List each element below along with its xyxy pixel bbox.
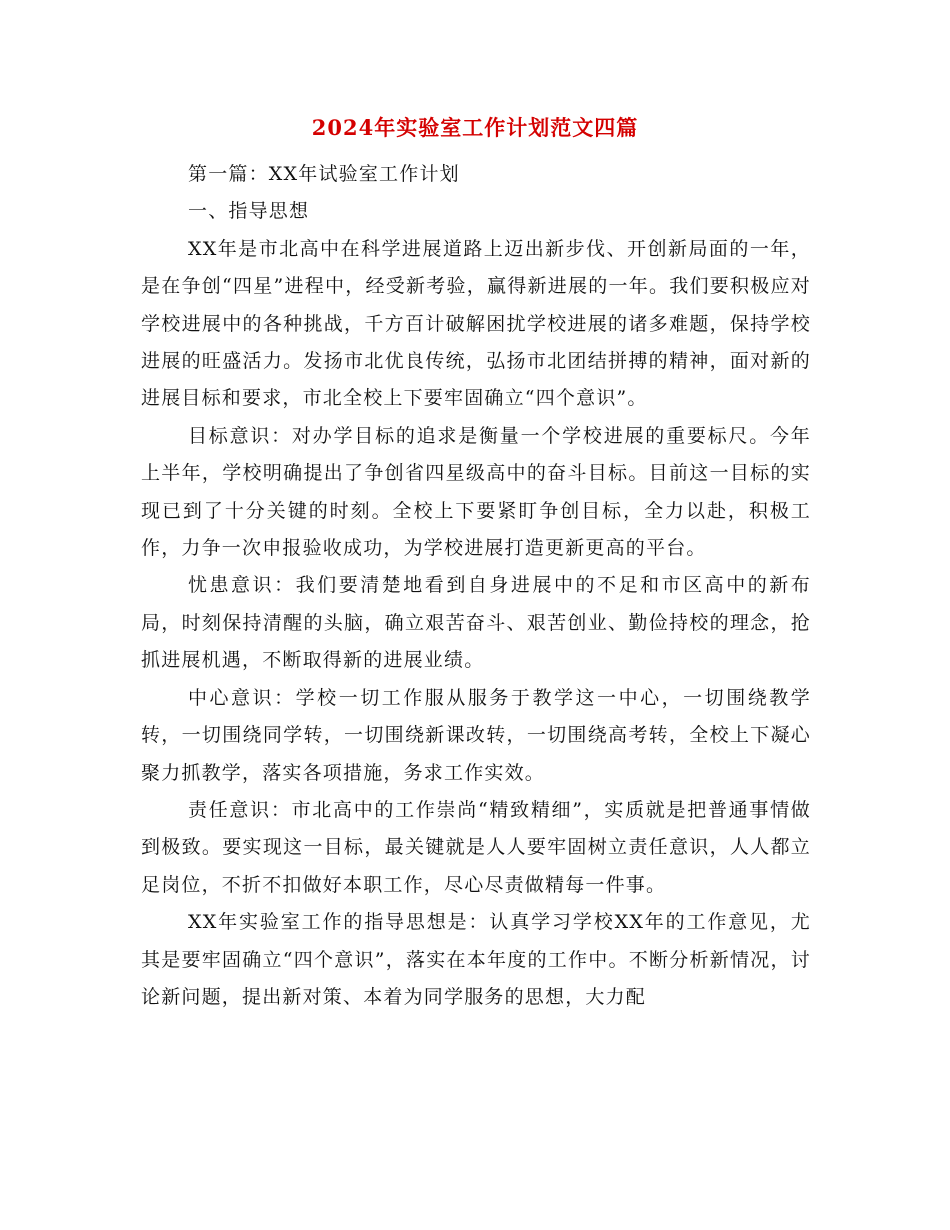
body-paragraph: 忧患意识：我们要清楚地看到自身进展中的不足和市区高中的新布局，时刻保持清醒的头脑，确立艰苦奋斗、艰苦创业、勤俭持校的理念，抢抓进展机遇，不断取得新的进展业绩。 xyxy=(141,574,811,672)
document-title: 2024年实验室工作计划范文四篇 xyxy=(311,115,639,140)
document-body xyxy=(141,156,811,1016)
section-heading: 第一篇：XX年试验室工作计划 xyxy=(188,163,460,185)
body-paragraph: XX年实验室工作的指导思想是：认真学习学校XX年的工作意见，尤其是要牢固确立“四个意识”，落实在本年度的工作中。不断分析新情况，讨论新问题，提出新对策、本着为同学服务的思想，大力配 xyxy=(141,911,811,1008)
body-paragraph: 目标意识：对办学目标的追求是衡量一个学校进展的重要标尺。今年上半年，学校明确提出了争创省四星级高中的奋斗目标。目前这一目标的实现已到了十分关键的时刻。全校上下要紧盯争创目标，全力以赴，积极工作，力争一次申报验收成功，为学校进展打造更新更高的平台。 xyxy=(141,424,811,560)
body-paragraph: 中心意识：学校一切工作服从服务于教学这一中心，一切围绕教学转，一切围绕同学转，一切围绕新课改转，一切围绕高考转，全校上下凝心聚力抓教学，落实各项措施，务求工作实效。 xyxy=(141,686,811,784)
subsection-heading: 一、指导思想 xyxy=(188,200,310,223)
body-paragraph: XX年是市北高中在科学进展道路上迈出新步伐、开创新局面的一年，是在争创“四星”进程中，经受新考验，赢得新进展的一年。我们要积极应对学校进展中的各种挑战，千方百计破解困扰学校进展的诸多难题，保持学校进展的旺盛活力。发扬市北优良传统，弘扬市北团结拼搏的精神，面对新的进展目标和要求，市北全校上下要牢固确立“四个意识”。 xyxy=(141,237,811,410)
body-paragraph: 责任意识：市北高中的工作崇尚“精致精细”，实质就是把普通事情做到极致。要实现这一目标，最关键就是人人要牢固树立责任意识，人人都立足岗位，不折不扣做好本职工作，尽心尽责做精每一件事。 xyxy=(141,798,811,896)
